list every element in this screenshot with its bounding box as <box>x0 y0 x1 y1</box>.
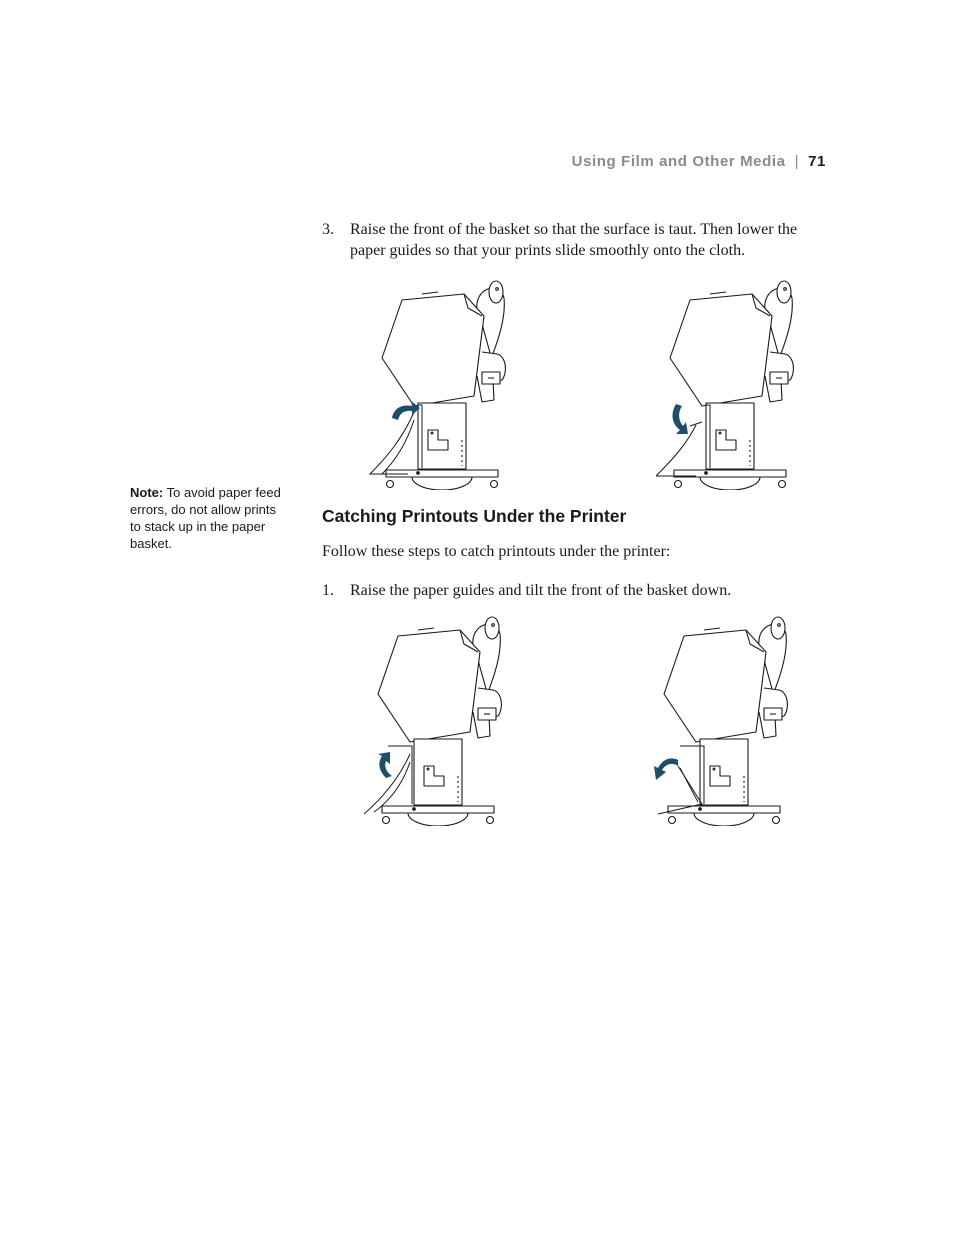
section-title: Using Film and Other Media <box>571 153 786 170</box>
step-3 <box>322 219 822 261</box>
page-number: 71 <box>808 153 826 170</box>
step-text: Raise the paper guides and tilt the front of the basket down. <box>350 582 732 599</box>
step-1 <box>322 580 822 601</box>
curved-arrow-icon <box>378 752 392 778</box>
curved-arrow-icon <box>654 758 678 780</box>
printer-guides-lower-illustration <box>656 280 796 490</box>
step-number: 1. <box>322 582 334 599</box>
curved-arrow-icon <box>673 404 688 434</box>
printer-basket-tilt-down-illustration <box>650 616 790 826</box>
section-heading: Catching Printouts Under the Printer <box>322 506 627 526</box>
printer-guides-raise-illustration <box>364 616 504 826</box>
step-number: 3. <box>322 221 334 238</box>
note-text: To avoid paper feed errors, do not allow prints to stack up in the paper basket. <box>130 485 281 551</box>
step-text: Raise the front of the basket so that the surface is taut. Then lower the paper guides so that your prints slide smoothly onto the cloth. <box>350 221 798 259</box>
page-header <box>572 153 826 170</box>
side-note <box>130 484 290 552</box>
printer-basket-raise-front-illustration <box>368 280 508 490</box>
header-separator: | <box>794 153 800 170</box>
note-label: Note: <box>130 485 164 500</box>
section-intro: Follow these steps to catch printouts under the printer: <box>322 543 671 560</box>
